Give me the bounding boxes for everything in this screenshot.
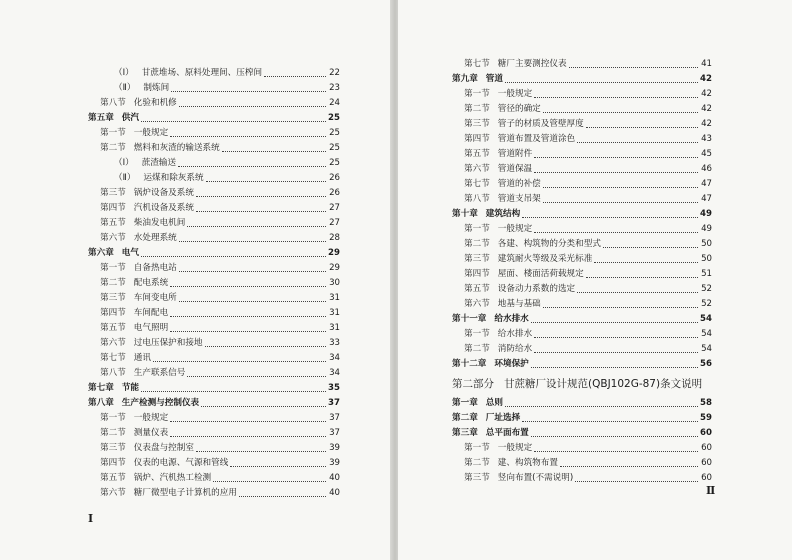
toc-leader-dots (187, 226, 326, 227)
toc-leader-dots (594, 262, 698, 263)
toc-page-number: 37 (329, 428, 340, 438)
toc-section-entry[interactable] (88, 291, 340, 306)
toc-section-entry[interactable] (88, 276, 340, 291)
toc-chapter-entry[interactable] (452, 426, 712, 441)
toc-leader-dots (577, 292, 698, 293)
toc-entry-title: 车间配电 (133, 308, 169, 318)
toc-page-number: 60 (701, 473, 712, 483)
toc-entry-label: 第六节 (464, 299, 490, 309)
toc-leader-dots (178, 166, 326, 167)
toc-entry-label: 第六节 (100, 233, 126, 243)
toc-entry-title: 一般规定 (133, 128, 169, 138)
toc-section-entry[interactable] (452, 297, 712, 312)
toc-entry-title: 消防给水 (497, 344, 533, 354)
toc-entry-label: 第三节 (464, 473, 490, 483)
toc-leader-dots (170, 316, 326, 317)
toc-leader-dots (171, 91, 326, 92)
toc-entry-title: 一般规定 (497, 89, 533, 99)
toc-entry-title: 生产检测与控制仪表 (121, 398, 200, 408)
toc-entry-title: 锅炉设备及系统 (133, 188, 194, 198)
toc-page-number: 40 (329, 488, 340, 498)
toc-leader-dots (213, 481, 326, 482)
toc-section-entry[interactable] (88, 81, 340, 96)
toc-entry-title: 管道保温 (497, 164, 533, 174)
toc-section-entry[interactable] (452, 222, 712, 237)
toc-page-number: 31 (329, 293, 340, 303)
toc-section-entry[interactable] (88, 321, 340, 336)
toc-leader-dots (543, 202, 698, 203)
toc-entry-label: 第一节 (464, 443, 490, 453)
toc-entry-title: 管子的材质及管壁厚度 (497, 119, 584, 129)
toc-entry-title: 电气 (121, 248, 139, 258)
toc-section-entry[interactable] (452, 177, 712, 192)
toc-page-number: 54 (701, 329, 712, 339)
toc-entry-title: 管道附件 (497, 149, 533, 159)
toc-page-number: 51 (701, 269, 712, 279)
toc-entry-label: 第三节 (464, 119, 490, 129)
toc-entry-label: 第五章 (88, 113, 114, 123)
toc-entry-title: 蔗渣输送 (141, 158, 177, 168)
toc-entry-label: 第一节 (100, 413, 126, 423)
toc-entry-label: 第七章 (88, 383, 114, 393)
toc-page-number: 26 (329, 188, 340, 198)
toc-page-number: 35 (328, 383, 340, 393)
toc-leader-dots (196, 211, 326, 212)
toc-entry-label: 第五节 (100, 323, 126, 333)
toc-page-number: 50 (701, 239, 712, 249)
toc-leader-dots (534, 337, 698, 338)
toc-page-number: 30 (329, 278, 340, 288)
toc-section-entry[interactable] (88, 486, 340, 501)
toc-section-entry[interactable] (88, 126, 340, 141)
toc-entry-title: 水处理系统 (133, 233, 177, 243)
toc-entry-label: 第七节 (464, 179, 490, 189)
toc-section-entry[interactable] (88, 456, 340, 471)
toc-leader-dots (196, 451, 326, 452)
toc-entry-label: 第六节 (100, 338, 126, 348)
toc-leader-dots (206, 181, 326, 182)
toc-entry-title: 屋面、楼面活荷载规定 (497, 269, 584, 279)
toc-entry-label: 第七节 (464, 59, 490, 69)
toc-entry-label: 第二节 (464, 458, 490, 468)
toc-entry-title: 自备热电站 (133, 263, 177, 273)
toc-entry-label: 第四节 (464, 269, 490, 279)
toc-entry-label: 第六章 (88, 248, 114, 258)
toc-entry-title: 给水排水 (494, 314, 529, 324)
toc-leader-dots (505, 406, 698, 407)
toc-entry-label: 第三节 (100, 443, 126, 453)
toc-entry-label: 第二节 (464, 104, 490, 114)
toc-leader-dots (603, 247, 698, 248)
toc-chapter-entry[interactable] (452, 396, 712, 411)
toc-page-number: 31 (329, 308, 340, 318)
toc-page-number: 60 (701, 458, 712, 468)
toc-entry-label: （Ⅱ） (114, 83, 136, 93)
toc-entry-label: 第一节 (100, 263, 126, 273)
toc-chapter-entry[interactable] (452, 411, 712, 426)
toc-entry-label: 第八章 (88, 398, 114, 408)
toc-entry-title: 供汽 (121, 113, 139, 123)
toc-entry-label: 第三章 (452, 428, 478, 438)
toc-entry-title: 通讯 (133, 353, 151, 363)
toc-entry-label: 第五节 (464, 149, 490, 159)
toc-chapter-entry[interactable] (452, 207, 712, 222)
toc-entry-title: 厂址选择 (485, 413, 521, 423)
toc-entry-label: 第五节 (100, 473, 126, 483)
toc-entry-label: 第五节 (464, 284, 490, 294)
toc-chapter-entry[interactable] (88, 381, 340, 396)
toc-section-entry[interactable] (88, 261, 340, 276)
toc-section-entry[interactable] (88, 66, 340, 81)
toc-entry-label: 第三节 (464, 254, 490, 264)
toc-entry-title: 燃料和灰渣的输送系统 (133, 143, 220, 153)
toc-section-entry[interactable] (88, 336, 340, 351)
toc-entry-title: 建筑耐火等级及采光标准 (497, 254, 593, 264)
toc-entry-title: 管道布置及管道涂色 (497, 134, 576, 144)
toc-leader-dots (201, 406, 326, 407)
toc-page-number: 22 (329, 68, 340, 78)
toc-section-entry[interactable] (452, 342, 712, 357)
toc-entry-label: 第八节 (464, 194, 490, 204)
toc-section-entry[interactable] (88, 471, 340, 486)
toc-page-number: 37 (329, 413, 340, 423)
toc-section-entry[interactable] (452, 252, 712, 267)
toc-section-entry[interactable] (452, 57, 712, 72)
toc-entry-title: 糖厂微型电子计算机的应用 (133, 488, 237, 498)
toc-section-entry[interactable] (452, 327, 712, 342)
toc-part-entry[interactable] (452, 372, 712, 396)
toc-entry-label: 第八节 (100, 98, 126, 108)
toc-page-number: 59 (700, 413, 712, 423)
toc-section-entry[interactable] (88, 141, 340, 156)
toc-section-entry[interactable] (452, 456, 712, 471)
toc-entry-label: 第十章 (452, 209, 478, 219)
toc-page-number: 33 (329, 338, 340, 348)
toc-entry-title: 管径的确定 (497, 104, 541, 114)
toc-entry-label: 第一节 (100, 128, 126, 138)
toc-entry-title: 过电压保护和接地 (133, 338, 203, 348)
toc-entry-label: 第一节 (464, 89, 490, 99)
toc-entry-title: 糖厂主要测控仪表 (497, 59, 567, 69)
toc-leader-dots (141, 391, 326, 392)
toc-entry-title: 甘蔗糖厂设计规范(QBJ102G-87)条文说明 (504, 378, 703, 390)
toc-entry-title: 仪表的电源、气源和管线 (133, 458, 229, 468)
toc-entry-title: 运煤和除灰系统 (143, 173, 204, 183)
toc-leader-dots (569, 67, 698, 68)
toc-entry-title: 仪表盘与控制室 (133, 443, 194, 453)
toc-page-number: 39 (329, 458, 340, 468)
toc-page-number: 47 (701, 194, 712, 204)
toc-chapter-entry[interactable] (88, 246, 340, 261)
toc-entry-label: 第三节 (100, 188, 126, 198)
toc-page-number: 42 (701, 119, 712, 129)
toc-section-entry[interactable] (88, 426, 340, 441)
toc-entry-label: 第六节 (464, 164, 490, 174)
toc-section-entry[interactable] (452, 117, 712, 132)
toc-page-number: 28 (329, 233, 340, 243)
toc-leader-dots (534, 172, 698, 173)
toc-entry-title: 管道 (485, 74, 503, 84)
toc-entry-label: 第八节 (100, 368, 126, 378)
toc-entry-label: 第二章 (452, 413, 478, 423)
toc-section-entry[interactable] (452, 441, 712, 456)
toc-leader-dots (534, 157, 698, 158)
toc-page-number: 26 (329, 173, 340, 183)
toc-leader-dots (196, 196, 326, 197)
toc-section-entry[interactable] (452, 237, 712, 252)
toc-entry-title: 建、构筑物布置 (497, 458, 558, 468)
toc-entry-label: 第三节 (100, 293, 126, 303)
toc-leader-dots (179, 301, 326, 302)
toc-chapter-entry[interactable] (88, 396, 340, 411)
toc-page-number: 50 (701, 254, 712, 264)
toc-section-entry[interactable] (88, 306, 340, 321)
toc-entry-label: （Ⅰ） (114, 68, 134, 78)
toc-section-entry[interactable] (452, 471, 712, 486)
toc-leader-dots (534, 232, 698, 233)
toc-section-entry[interactable] (88, 201, 340, 216)
toc-page-number: 42 (701, 104, 712, 114)
toc-entry-label: 第二节 (100, 143, 126, 153)
toc-section-entry[interactable] (452, 162, 712, 177)
toc-leader-dots (560, 466, 698, 467)
toc-section-entry[interactable] (452, 192, 712, 207)
toc-page-number: 49 (701, 224, 712, 234)
toc-entry-title: 车间变电所 (133, 293, 177, 303)
toc-page-number: 25 (328, 113, 340, 123)
toc-leader-dots (522, 217, 698, 218)
toc-entry-title: 配电系统 (133, 278, 169, 288)
toc-entry-title: 地基与基础 (497, 299, 541, 309)
toc-entry-label: 第九章 (452, 74, 478, 84)
toc-entry-title: 环境保护 (494, 359, 529, 369)
toc-leader-dots (543, 307, 698, 308)
toc-section-entry[interactable] (88, 96, 340, 111)
toc-leader-dots (170, 331, 326, 332)
toc-leader-dots (575, 481, 698, 482)
toc-leader-dots (205, 346, 326, 347)
toc-leader-dots (531, 367, 698, 368)
toc-entry-label: 第六节 (100, 488, 126, 498)
toc-page-number: 24 (329, 98, 340, 108)
toc-entry-title: 建筑结构 (485, 209, 521, 219)
toc-entry-label: 第二节 (100, 428, 126, 438)
toc-leader-dots (222, 151, 326, 152)
toc-page-number: 49 (700, 209, 712, 219)
toc-leader-dots (577, 142, 698, 143)
toc-entry-title: 各建、构筑物的分类和型式 (497, 239, 601, 249)
toc-section-entry[interactable] (88, 231, 340, 246)
toc-entry-title: 总平面布置 (485, 428, 529, 438)
toc-entry-label: 第四节 (100, 203, 126, 213)
toc-page-number: 37 (328, 398, 340, 408)
toc-leader-dots (179, 106, 326, 107)
toc-page-number: 40 (329, 473, 340, 483)
left-page-number: I (88, 512, 94, 525)
toc-page-number: 60 (700, 428, 712, 438)
toc-leader-dots (534, 451, 698, 452)
toc-entry-label: 第二节 (100, 278, 126, 288)
toc-entry-title: 测量仪表 (133, 428, 169, 438)
toc-entry-title: 汽机设备及系统 (133, 203, 194, 213)
toc-entry-label: 第四节 (464, 134, 490, 144)
toc-page-number: 56 (700, 359, 712, 369)
toc-leader-dots (264, 76, 326, 77)
toc-entry-label: 第十一章 (452, 314, 487, 324)
toc-page-number: 25 (329, 158, 340, 168)
toc-entry-title: 给水排水 (497, 329, 533, 339)
toc-page-number: 47 (701, 179, 712, 189)
toc-page-number: 41 (701, 59, 712, 69)
toc-section-entry[interactable] (452, 87, 712, 102)
toc-entry-title: 生产联系信号 (133, 368, 186, 378)
toc-page-number: 39 (329, 443, 340, 453)
toc-section-entry[interactable] (88, 171, 340, 186)
toc-entry-label: （Ⅱ） (114, 173, 136, 183)
toc-page-number: 42 (701, 89, 712, 99)
toc-leader-dots (534, 97, 698, 98)
toc-entry-title: 节能 (121, 383, 139, 393)
toc-leader-dots (534, 352, 698, 353)
toc-section-entry[interactable] (88, 441, 340, 456)
toc-section-entry[interactable] (452, 282, 712, 297)
toc-leader-dots (187, 376, 326, 377)
toc-entry-title: 制炼间 (143, 83, 170, 93)
toc-chapter-entry[interactable] (88, 111, 340, 126)
toc-leader-dots (522, 421, 698, 422)
toc-leader-dots (586, 127, 698, 128)
toc-page-number: 31 (329, 323, 340, 333)
toc-leader-dots (179, 271, 326, 272)
toc-page-number: 34 (329, 353, 340, 363)
toc-leader-dots (170, 436, 326, 437)
toc-entry-label: 第一章 (452, 398, 478, 408)
toc-section-entry[interactable] (88, 411, 340, 426)
toc-entry-label: （Ⅰ） (114, 158, 134, 168)
toc-entry-label: 第四节 (100, 308, 126, 318)
toc-section-entry[interactable] (88, 366, 340, 381)
toc-leader-dots (170, 421, 326, 422)
toc-entry-label: 第五节 (100, 218, 126, 228)
toc-chapter-entry[interactable] (452, 312, 712, 327)
toc-page-number: 27 (329, 203, 340, 213)
toc-page-number: 25 (329, 128, 340, 138)
toc-page-number: 60 (701, 443, 712, 453)
toc-entry-title: 管道的补偿 (497, 179, 541, 189)
toc-page-number: 25 (329, 143, 340, 153)
toc-page-number: 45 (701, 149, 712, 159)
right-toc-list (452, 57, 712, 486)
toc-section-entry[interactable] (452, 147, 712, 162)
left-page (0, 0, 392, 560)
toc-entry-title: 总则 (485, 398, 503, 408)
toc-leader-dots (531, 436, 698, 437)
toc-page-number: 54 (701, 344, 712, 354)
toc-entry-label: 第二部分 (452, 378, 494, 390)
toc-entry-label: 第十二章 (452, 359, 487, 369)
toc-entry-title: 电气照明 (133, 323, 169, 333)
toc-leader-dots (230, 466, 326, 467)
toc-entry-label: 第一节 (464, 224, 490, 234)
toc-entry-title: 一般规定 (497, 443, 533, 453)
toc-leader-dots (170, 286, 326, 287)
toc-chapter-entry[interactable] (452, 72, 712, 87)
toc-leader-dots (543, 112, 698, 113)
toc-entry-label: 第一节 (464, 329, 490, 339)
toc-section-entry[interactable] (452, 102, 712, 117)
toc-page-number: 52 (701, 284, 712, 294)
toc-entry-label: 第四节 (100, 458, 126, 468)
toc-page-number: 23 (329, 83, 340, 93)
toc-section-entry[interactable] (452, 132, 712, 147)
toc-entry-title: 甘蔗堆场、原料处理间、压榨间 (141, 68, 263, 78)
toc-section-entry[interactable] (88, 216, 340, 231)
toc-entry-title: 柴油发电机间 (133, 218, 186, 228)
toc-entry-label: 第二节 (464, 344, 490, 354)
toc-leader-dots (141, 121, 326, 122)
toc-leader-dots (239, 496, 326, 497)
left-toc-list (88, 66, 340, 501)
toc-leader-dots (586, 277, 698, 278)
toc-page-number: 29 (328, 248, 340, 258)
toc-entry-title: 化验和机修 (133, 98, 177, 108)
toc-page-number: 29 (329, 263, 340, 273)
toc-entry-title: 管道支吊架 (497, 194, 541, 204)
toc-page-number: 52 (701, 299, 712, 309)
toc-entry-label: 第七节 (100, 353, 126, 363)
toc-entry-title: 一般规定 (133, 413, 169, 423)
toc-leader-dots (531, 322, 698, 323)
toc-section-entry[interactable] (88, 156, 340, 171)
toc-page-number: 43 (701, 134, 712, 144)
toc-page-number: 54 (700, 314, 712, 324)
toc-page-number: 42 (700, 74, 712, 84)
toc-leader-dots (141, 256, 326, 257)
toc-section-entry[interactable] (452, 267, 712, 282)
toc-page-number: 46 (701, 164, 712, 174)
toc-page-number: 27 (329, 218, 340, 228)
toc-entry-label: 第二节 (464, 239, 490, 249)
toc-leader-dots (153, 361, 326, 362)
toc-entry-title: 竖向布置(不需说明) (497, 473, 574, 483)
toc-page-number: 34 (329, 368, 340, 378)
toc-entry-title: 一般规定 (497, 224, 533, 234)
toc-leader-dots (505, 82, 698, 83)
toc-entry-title: 锅炉、汽机热工检测 (133, 473, 212, 483)
toc-leader-dots (543, 187, 698, 188)
toc-section-entry[interactable] (88, 351, 340, 366)
toc-leader-dots (170, 136, 326, 137)
right-page-number: Ⅱ (706, 484, 716, 497)
toc-chapter-entry[interactable] (452, 357, 712, 372)
toc-page-number: 58 (700, 398, 712, 408)
toc-section-entry[interactable] (88, 186, 340, 201)
toc-entry-title: 设备动力系数的选定 (497, 284, 576, 294)
toc-leader-dots (179, 241, 326, 242)
